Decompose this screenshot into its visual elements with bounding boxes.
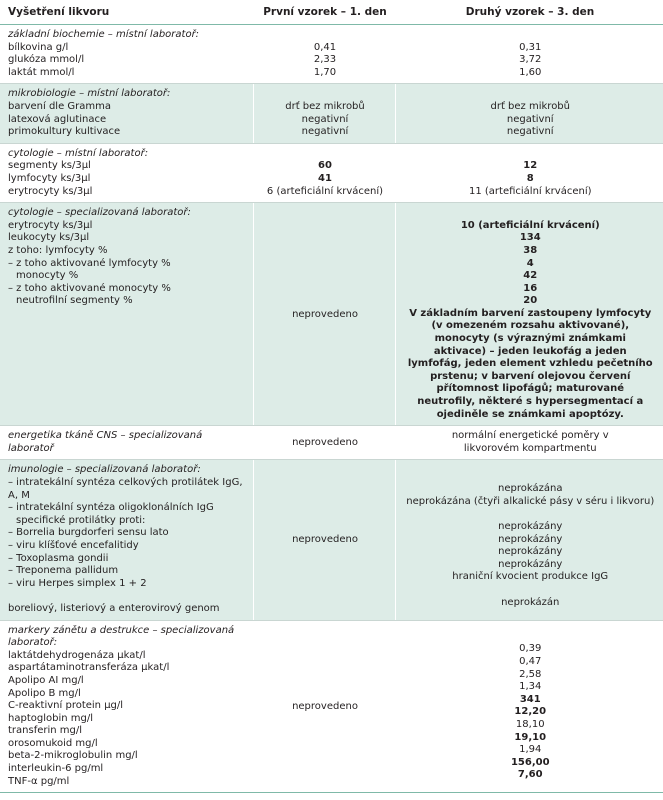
row-label: segmenty ks/3µl [8,160,91,172]
section-immunology [0,460,663,620]
value-sample-2: normální energetické poměry v likvorovém kompartmentu [451,430,609,454]
cytology-note: V základním barvení zastoupeny lymfocyty (v omezeném rozsahu aktivované), monocyty (s výraznými známkami aktivace) – jeden leukofág a jeden lymfofág, jeden element vzhledu pečetního prstenu; v barvení olejovou červení přítomnost lipofágů; maturované neutrofily, některé s hypersegmentací a ojediněle se známkami apoptózy. [407,307,653,420]
row-label: – intratekální syntéza oligoklonálních IgG [8,502,214,514]
row-label: – z toho aktivované monocyty % [8,282,171,294]
value-sample-2: 341 [519,693,541,705]
value-sample-2: 0,31 [519,41,542,53]
value-sample-2: neprokázána (čtyři alkalické pásy v séru i likvoru) [406,495,655,507]
row-label: – Toxoplasma gondii [8,552,109,564]
value-sample-2: 1,34 [519,681,542,693]
value-sample-2: 7,60 [517,769,543,781]
value-sample-1: negativní [301,113,349,125]
row-label: laktát mmol/l [8,66,75,78]
row-label: laktátdehydrogenáza µkat/l [8,649,146,661]
row-label: erytrocyty ks/3µl [8,219,93,231]
value-sample-2: neprokázán [501,596,560,608]
value-sample-1: neprovedeno [253,426,395,460]
row-label: glukóza mmol/l [8,54,85,66]
value-sample-2: neprokázány [498,521,563,533]
value-sample-1: 0,41 [313,41,337,53]
row-label: beta-2-mikroglobulin mg/l [8,750,138,762]
row-label: – Borrelia burgdorferi sensu lato [8,527,169,539]
value-sample-2: 12,20 [514,706,547,718]
value-sample-1: neprovedeno [253,620,395,793]
row-label: boreliový, listeriový a enterovirový genom [8,602,220,614]
value-sample-2: 0,39 [519,643,542,655]
value-sample-1: drť bez mikrobů [285,100,365,112]
value-sample-2: neprokázány [498,546,563,558]
section-title: základní biochemie – místní laboratoř: [8,29,200,40]
section-inflammation-markers [0,620,663,793]
row-label: monocyty % [16,270,79,282]
value-sample-2: neprokázána [498,483,563,495]
section-title: imunologie – specializovaná laboratoř: [8,464,201,476]
row-label: primokultury kultivace [8,126,121,138]
table-header-row [0,0,663,25]
value-sample-2: 19,10 [514,731,547,743]
value-sample-2: 8 [526,172,534,184]
row-label: TNF-α pg/ml [8,775,70,787]
value-sample-2: neprokázány [498,533,563,545]
row-label: neutrofilní segmenty % [16,295,133,307]
section-basic-biochemistry [0,25,663,84]
row-label: C-reaktivní protein µg/l [8,700,124,712]
value-sample-2: 1,94 [519,744,542,756]
header-sample-1: První vzorek – 1. den [253,0,395,25]
value-sample-2: 4 [526,257,534,269]
section-title: cytologie – specializovaná laboratoř: [8,207,191,219]
value-sample-2: 3,72 [519,54,542,66]
row-label: Apolipo B mg/l [8,687,81,699]
row-label: – intratekální syntéza celkových protilátek IgG, A, M [8,477,243,501]
value-sample-1: 60 [318,160,332,172]
value-sample-2: 38 [523,244,538,256]
section-title: cytologie – místní laboratoř: [8,147,149,159]
section-cns-energetics [0,426,663,460]
row-label: lymfocyty ks/3µl [8,172,91,184]
value-sample-2: drť bez mikrobů [490,100,570,112]
row-label: – z toho aktivované lymfocyty % [8,257,171,269]
value-sample-2: 12 [523,160,538,172]
value-sample-2: 134 [519,232,541,244]
value-sample-2: negativní [506,113,554,125]
value-sample-1: neprovedeno [253,460,395,620]
row-label: bílkovina g/l [8,41,69,53]
row-label: latexová aglutinace [8,113,107,125]
value-sample-2: 0,47 [519,656,542,668]
value-sample-2: neprokázány [498,558,563,570]
row-label: orosomukoid mg/l [8,737,98,749]
row-label: interleukin-6 pg/ml [8,763,104,775]
row-label: erytrocyty ks/3µl [8,185,93,197]
row-label: – viru Herpes simplex 1 + 2 [8,577,147,589]
value-sample-2: 42 [523,270,538,282]
row-label: barvení dle Gramma [8,100,112,112]
value-sample-1: neprovedeno [253,203,395,426]
value-sample-2: hraniční kvocient produkce IgG [452,571,609,583]
value-sample-1: 2,33 [313,54,337,66]
value-sample-2: 10 (arteficiální krvácení) [460,219,600,231]
value-sample-2: 16 [523,282,538,294]
row-label: transferin mg/l [8,725,83,737]
section-title: energetika tkáně CNS – specializovaná laboratoř [8,430,203,454]
row-label: leukocyty ks/3µl [8,232,90,244]
header-sample-2: Druhý vzorek – 3. den [395,0,663,25]
value-sample-1: negativní [301,126,349,138]
value-sample-1: 41 [318,172,332,184]
section-title: mikrobiologie – místní laboratoř: [8,88,171,100]
value-sample-2: 11 (arteficiální krvácení) [468,185,592,197]
section-title: markery zánětu a destrukce – specializovaná laboratoř: [8,624,235,649]
value-sample-2: negativní [506,126,554,138]
value-sample-2: 1,60 [519,66,542,78]
row-label: z toho: lymfocyty % [8,244,108,256]
value-sample-2: 18,10 [515,718,545,730]
row-label: haptoglobin mg/l [8,712,93,724]
row-label: – viru klíšťové encefalitidy [8,539,139,551]
row-label: Apolipo AI mg/l [8,674,84,686]
value-sample-2: 2,58 [519,668,542,680]
row-label: aspartátaminotransferáza µkat/l [8,662,170,674]
value-sample-2: 156,00 [510,756,550,768]
section-cytology-local [0,143,663,202]
header-examination: Vyšetření likvoru [0,0,253,25]
value-sample-1: 1,70 [313,66,337,78]
section-cytology-specialized [0,203,663,426]
row-label: – Treponema pallidum [8,565,119,577]
value-sample-1: 6 (arteficiální krvácení) [266,185,384,197]
value-sample-2: 20 [523,295,538,307]
row-label: specifické protilátky proti: [16,514,146,526]
section-microbiology [0,84,663,143]
